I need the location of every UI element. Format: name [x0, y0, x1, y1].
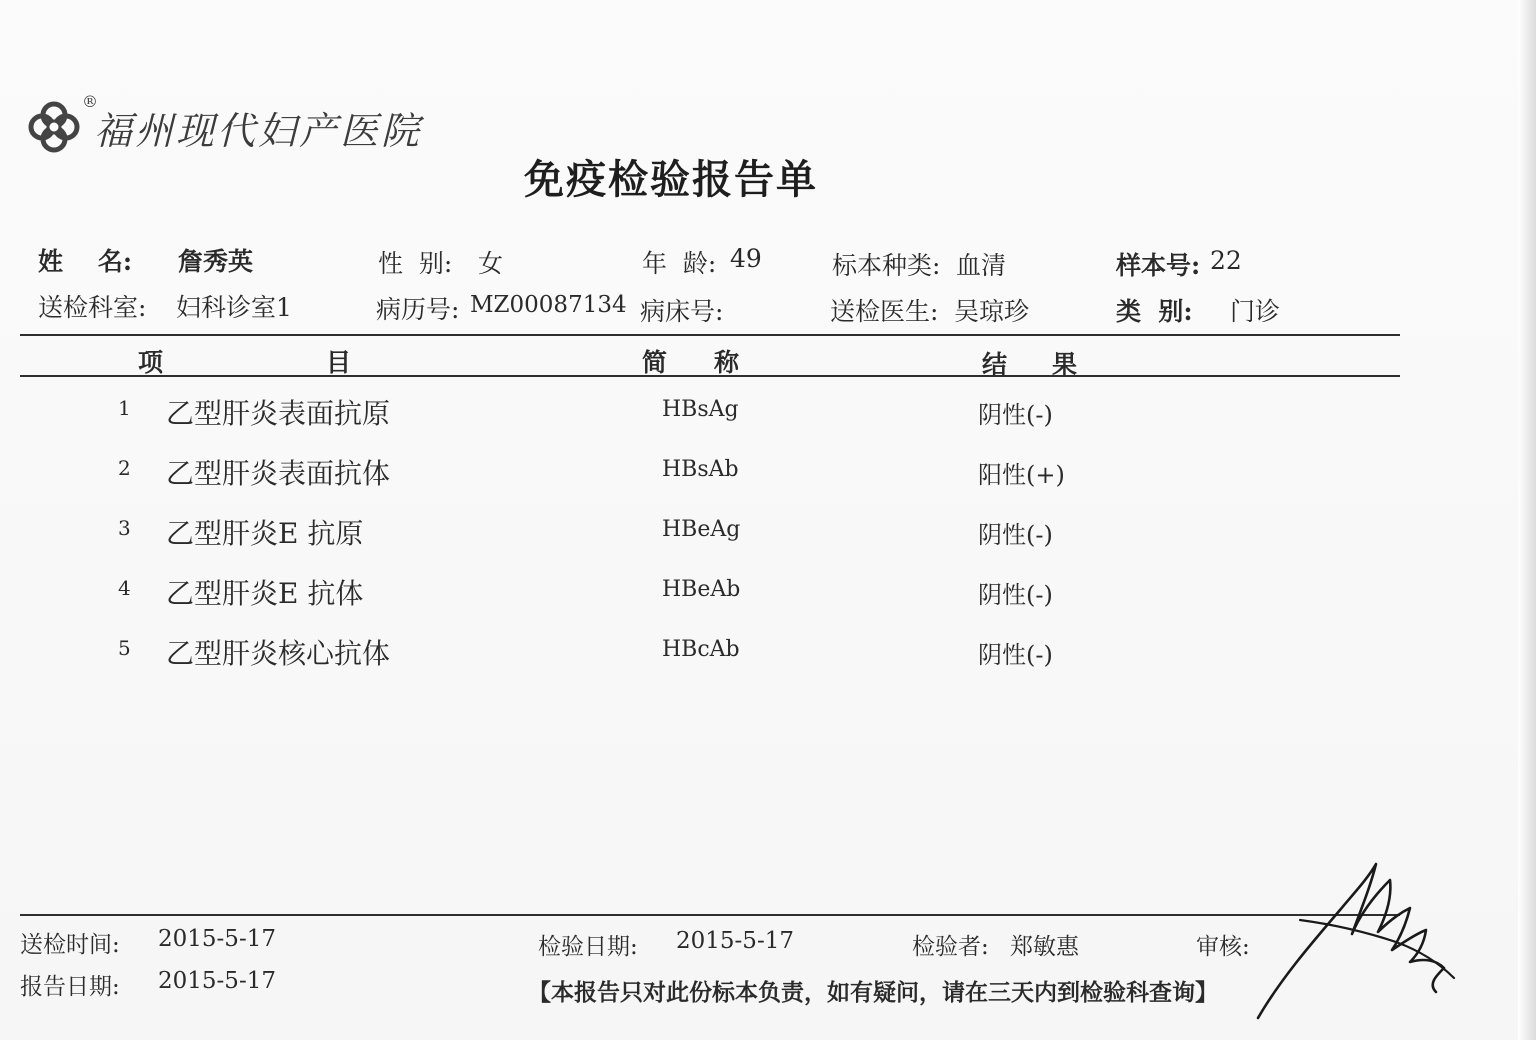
doctor-label: 送检医生: [830, 297, 939, 326]
report-date-label: 报告日期: [20, 974, 120, 1000]
hospital-emblem-icon [22, 95, 86, 159]
test-result: 阳性(+) [978, 461, 1065, 489]
submit-time: 2015-5-17 [158, 926, 276, 952]
hospital-logo [22, 92, 462, 162]
row-number: 5 [118, 636, 131, 660]
header-item-1: 项 [138, 348, 164, 377]
test-result: 阴性(-) [978, 581, 1053, 609]
table-header-rule [20, 375, 1400, 377]
row-number: 2 [118, 456, 131, 480]
patient-name: 詹秀英 [178, 247, 254, 276]
test-item: 乙型肝炎表面抗体 [166, 457, 391, 490]
header-result-2: 果 [1052, 350, 1078, 379]
sample-no: 22 [1210, 246, 1242, 275]
category-label: 类 别: [1116, 297, 1193, 326]
test-abbr: HBeAb [662, 577, 741, 602]
tester: 郑敏惠 [1010, 934, 1079, 960]
bed-no-label: 病床号: [640, 297, 724, 326]
footer-rule [20, 914, 1400, 916]
record-no: MZ00087134 [470, 292, 627, 318]
test-abbr: HBsAg [662, 397, 739, 422]
name-label: 姓 名: [38, 247, 133, 276]
registered-mark: ® [82, 92, 98, 111]
hospital-name: 福州现代妇产医院 [94, 108, 423, 153]
specimen-type: 血清 [956, 251, 1007, 280]
paper-edge [1518, 0, 1536, 1040]
sample-no-label: 样本号: [1116, 251, 1201, 280]
reviewer-signature [1240, 850, 1470, 1025]
test-item: 乙型肝炎核心抗体 [166, 637, 391, 670]
header-item-2: 目 [326, 348, 352, 377]
category: 门诊 [1230, 297, 1281, 326]
sex-label: 性 别: [378, 249, 453, 278]
test-result: 阴性(-) [978, 401, 1053, 429]
age-label: 年 龄: [642, 249, 717, 278]
report-title: 免疫检验报告单 [524, 156, 818, 203]
table-top-rule [20, 334, 1400, 336]
row-number: 4 [118, 576, 131, 600]
doctor: 吴琼珍 [954, 297, 1030, 326]
header-abbr-1: 简 [642, 348, 668, 377]
report-notice: 【本报告只对此份标本负责，如有疑问，请在三天内到检验科查询】 [528, 979, 1218, 1006]
test-item: 乙型肝炎E 抗原 [166, 517, 364, 550]
specimen-type-label: 标本种类: [832, 251, 941, 280]
test-result: 阴性(-) [978, 641, 1053, 669]
patient-age: 49 [730, 244, 762, 273]
test-date: 2015-5-17 [676, 928, 794, 954]
test-item: 乙型肝炎E 抗体 [166, 577, 364, 610]
submit-time-label: 送检时间: [20, 932, 120, 958]
header-result-1: 结 [982, 350, 1008, 379]
test-date-label: 检验日期: [538, 934, 638, 960]
record-no-label: 病历号: [376, 295, 460, 324]
reviewer-label: 审核: [1196, 934, 1250, 960]
test-abbr: HBeAg [662, 517, 741, 542]
patient-sex: 女 [478, 249, 504, 278]
report-date: 2015-5-17 [158, 968, 276, 994]
row-number: 1 [118, 396, 131, 420]
test-abbr: HBsAb [662, 457, 739, 482]
department-label: 送检科室: [38, 293, 147, 322]
header-abbr-2: 称 [714, 348, 740, 377]
test-result: 阴性(-) [978, 521, 1053, 549]
department: 妇科诊室1 [176, 293, 292, 322]
row-number: 3 [118, 516, 131, 540]
test-item: 乙型肝炎表面抗原 [166, 397, 391, 430]
tester-label: 检验者: [912, 934, 989, 960]
test-abbr: HBcAb [662, 637, 740, 662]
